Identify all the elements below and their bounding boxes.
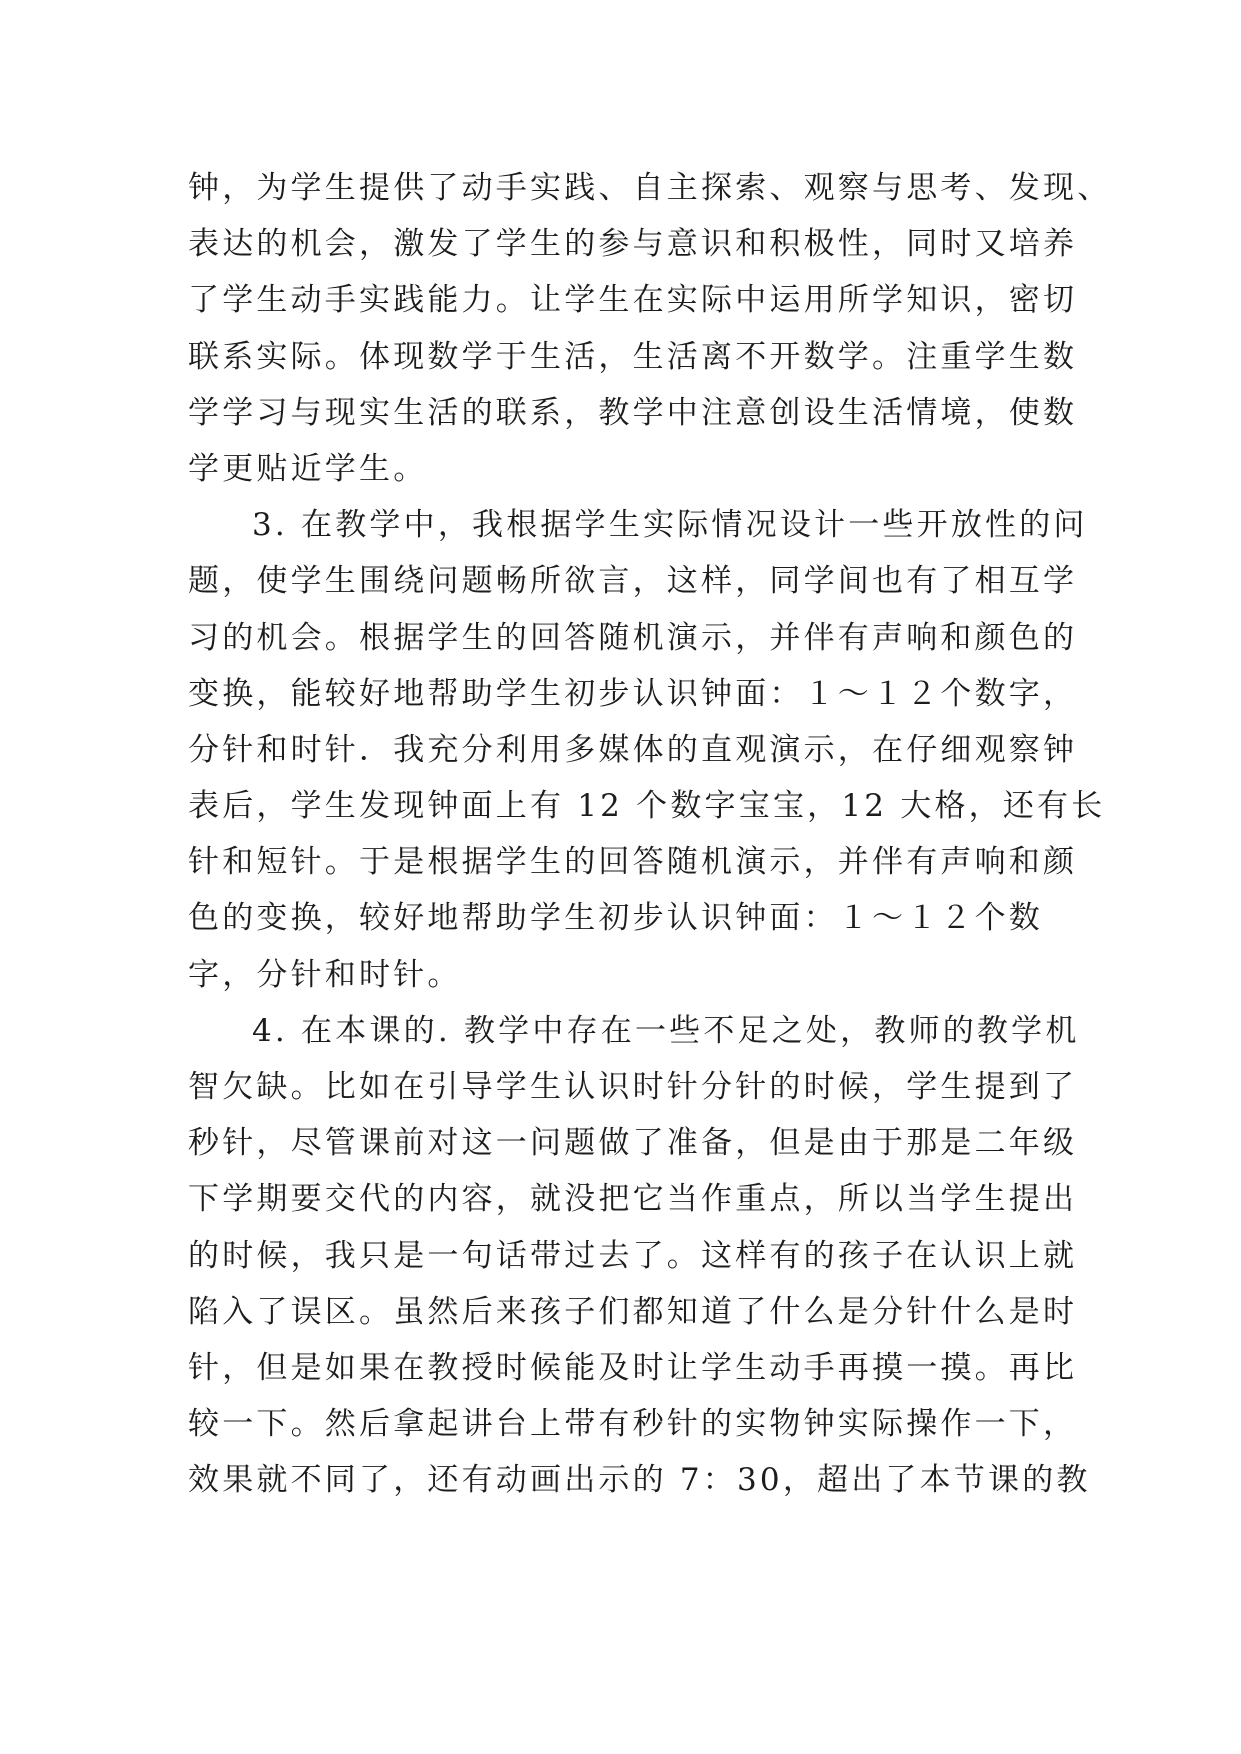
text-line: 学学习与现实生活的联系，教学中注意创设生活情境，使数 (188, 394, 1078, 431)
text-line: 变换，能较好地帮助学生初步认识钟面：１～１２个数字， (188, 675, 1078, 712)
text-line: 题，使学生围绕问题畅所欲言，这样，同学间也有了相互学 (188, 563, 1078, 600)
text-line: 下学期要交代的内容，就没把它当作重点，所以当学生提出 (188, 1181, 1078, 1218)
text-line: 智欠缺。比如在引导学生认识时针分针的时候，学生提到了 (188, 1069, 1078, 1105)
text-line: 了学生动手实践能力。让学生在实际中运用所学知识，密切 (188, 282, 1078, 319)
text-line: 的时候，我只是一句话带过去了。这样有的孩子在认识上就 (188, 1237, 1078, 1274)
text-line: 分针和时针．我充分利用多媒体的直观演示，在仔细观察钟 (188, 731, 1078, 768)
document-body (188, 160, 1112, 1509)
text-line: 针，但是如果在教授时候能及时让学生动手再摸一摸。再比 (188, 1349, 1078, 1386)
text-line: 效果就不同了，还有动画出示的 7：30，超出了本节课的教 (188, 1462, 1091, 1499)
text-line: 习的机会。根据学生的回答随机演示，并伴有声响和颜色的 (188, 619, 1078, 656)
text-line: 钟，为学生提供了动手实践、自主探索、观察与思考、发现、 (188, 170, 1112, 206)
text-line: 学更贴近学生。 (188, 450, 428, 487)
paragraph-3-first-line: 3. 在教学中，我根据学生实际情况设计一些开放性的问 (252, 507, 1088, 544)
text-line: 色的变换，较好地帮助学生初步认识钟面：１～１２个数 (188, 900, 1043, 937)
text-line: 表达的机会，激发了学生的参与意识和积极性，同时又培养 (188, 226, 1078, 263)
text-line: 表后，学生发现钟面上有 12 个数字宝宝，12 大格，还有长 (188, 788, 1106, 825)
text-line: 较一下。然后拿起讲台上带有秒针的实物钟实际操作一下， (188, 1406, 1078, 1443)
text-line: 秒针，尽管课前对这一问题做了准备，但是由于那是二年级 (188, 1125, 1078, 1162)
text-line: 联系实际。体现数学于生活，生活离不开数学。注重学生数 (188, 338, 1078, 375)
paragraph-4-first-line: 4. 在本课的. 教学中存在一些不足之处，教师的教学机 (252, 1012, 1080, 1049)
text-line: 针和短针。于是根据学生的回答随机演示，并伴有声响和颜 (188, 844, 1078, 881)
text-line: 陷入了误区。虽然后来孩子们都知道了什么是分针什么是时 (188, 1293, 1078, 1330)
text-line: 字，分针和时针。 (188, 956, 462, 993)
